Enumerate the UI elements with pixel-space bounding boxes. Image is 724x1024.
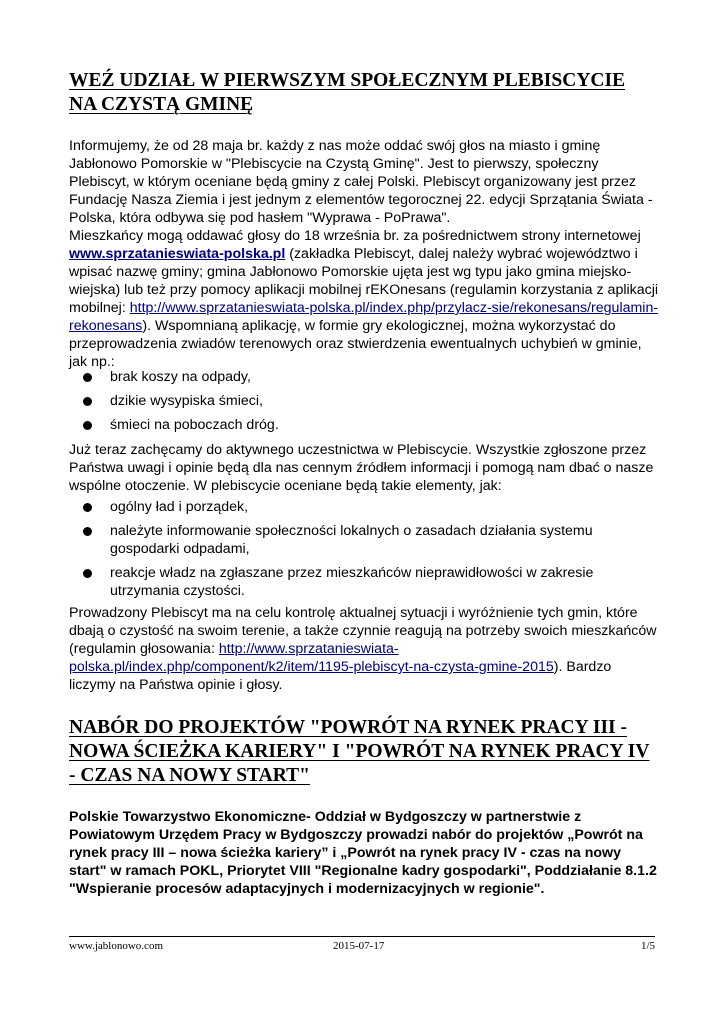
list-item: dzikie wysypiska śmieci, (69, 392, 640, 410)
paragraph-4-text-a: Prowadzony Plebiscyt ma na celu kontrolę aktualnej sytuacji i wyróżnienie tych gmin, które dbają o czystość na swoim terenie, a także czynnie reagują na potrzeby swoich mieszkańców (regulamin głosowania: (69, 605, 657, 657)
list-item: reakcje władz na zgłaszane przez mieszkańców nieprawidłowości w zakresie utrzymania czystości. (69, 564, 640, 600)
section1-paragraph-4 (69, 604, 659, 694)
footer-site: www.jablonowo.com (69, 940, 163, 952)
footer-divider (69, 936, 655, 937)
bullet-icon (83, 373, 92, 382)
list-item: ogólny ład i porządek, (69, 498, 640, 516)
paragraph-4-text-b: ). Bardzo liczymy na Państwa opinie i głosy. (69, 659, 612, 693)
bullet-icon (83, 421, 92, 430)
section1-paragraph-3: Już teraz zachęcamy do aktywnego uczestnictwa w Plebiscycie. Wszystkie zgłoszone przez Państwa uwagi i opinie będą dla nas cennym źródłem informacji i pomogą nam dbać o nasze wspólne otoczenie. W plebiscycie oceniane będą takie elementy, jak: (69, 442, 654, 494)
footer-page-number: 1/5 (641, 940, 656, 952)
section1-paragraph-2 (69, 227, 659, 371)
app-regulations-link[interactable]: http://www.sprzatanieswiata-polska.pl/index.php/przylacz-sie/rekonesans/regulamin-rekonesans (69, 300, 659, 334)
section1-title: WEŹ UDZIAŁ W PIERWSZYM SPOŁECZNYM PLEBISCYCIE NA CZYSTĄ GMINĘ (69, 70, 626, 115)
bullet-icon (83, 397, 92, 406)
list-item: brak koszy na odpady, (69, 368, 640, 386)
website-link[interactable]: www.sprzatanieswiata-polska.pl (69, 246, 286, 262)
list-item: śmieci na poboczach dróg. (69, 416, 640, 434)
issues-list (69, 368, 640, 440)
footer-date: 2015-07-17 (333, 940, 385, 952)
list-item: należyte informowanie społeczności lokalnych o zasadach działania systemu gospodarki odpadami, (69, 522, 640, 558)
bullet-icon (83, 569, 92, 578)
bullet-icon (83, 527, 92, 536)
paragraph-2-text-b: (zakładka Plebiscyt, dalej należy wybrać województwo i wpisać nazwę gminy; gmina Jabłonowo Pomorskie ujęta jest wg typu jako gmina miejsko-wiejska) lub też przy pomocy aplikacji mobilnej rEKOnesans (regulamin korzystania z aplikacji mobilnej: (69, 246, 659, 316)
section2-paragraph-1: Polskie Towarzystwo Ekonomiczne- Oddział w Bydgoszczy w partnerstwie z Powiatowym Urzędem Pracy w Bydgoszczy prowadzi nabór do projektów „Powrót na rynek pracy III – nowa ścieżka kariery” i „Powrót na rynek pracy IV - czas na nowy start" w ramach POKL, Priorytet VIII "Regionalne kadry gospodarki", Poddziałanie 8.1.2 "Wspieranie procesów adaptacyjnych i modernizacyjnych w regionie". (69, 809, 657, 897)
section1-paragraph-1: Informujemy, że od 28 maja br. każdy z nas może oddać swój głos na miasto i gminę Jabłonowo Pomorskie w "Plebiscycie na Czystą Gminę". Jest to pierwszy, społeczny Plebiscyt, w którym oceniane będą gminy z całej Polski. Plebiscyt organizowany jest przez Fundację Nasza Ziemia i jest jednym z elementów tegorocznej 22. edycji Sprzątania Świata - Polska, która odbywa się pod hasłem "Wyprawa - PoPrawa". (69, 138, 653, 226)
paragraph-2-text-c: ). Wspomnianą aplikację, w formie gry ekologicznej, można wykorzystać do przeprowadzenia zwiadów terenowych oraz stwierdzenia ewentualnych uchybień w gminie, jak np.: (69, 318, 642, 370)
bullet-icon (83, 503, 92, 512)
section2-title: NABÓR DO PROJEKTÓW "POWRÓT NA RYNEK PRACY III - NOWA ŚCIEŻKA KARIERY" I "POWRÓT NA RYNEK PRACY IV - CZAS NA NOWY START" (69, 717, 650, 786)
criteria-list (69, 498, 640, 606)
voting-regulations-link[interactable]: http://www.sprzatanieswiata-polska.pl/index.php/component/k2/item/1195-plebiscyt-na-czysta-gmine-2015 (69, 641, 554, 675)
paragraph-2-text-a: Mieszkańcy mogą oddawać głosy do 18 września br. za pośrednictwem strony internetowej (69, 228, 641, 244)
